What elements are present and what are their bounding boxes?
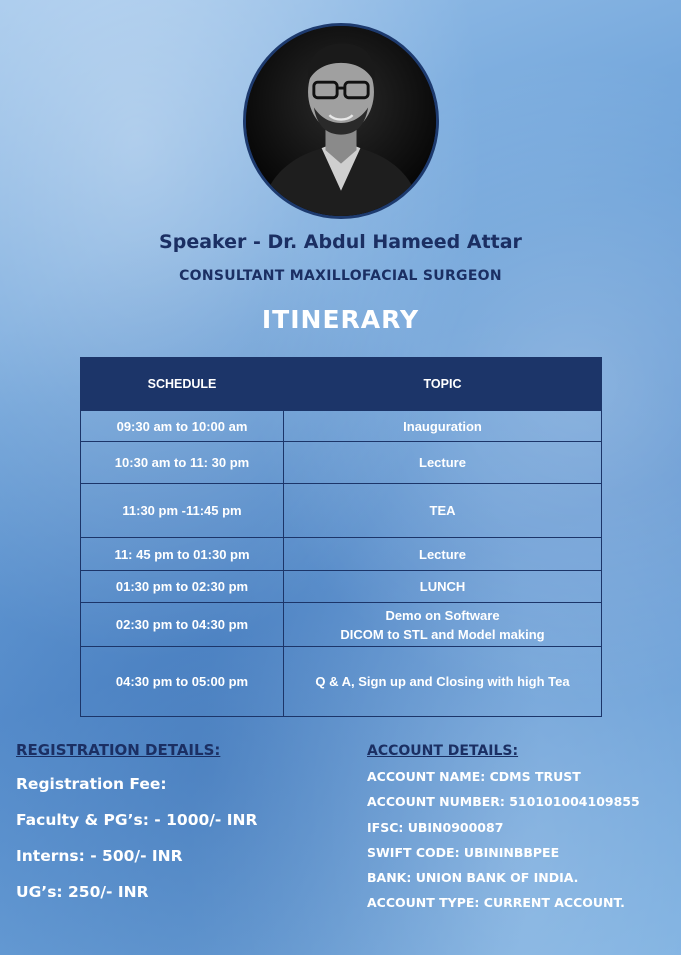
- itinerary-table: [80, 357, 602, 717]
- row-time: 11: 45 pm to 01:30 pm: [81, 538, 284, 571]
- table-row: [81, 411, 602, 442]
- account-title: ACCOUNT DETAILS:: [367, 743, 519, 759]
- header-schedule: SCHEDULE: [81, 358, 284, 411]
- row-topic: Q & A, Sign up and Closing with high Tea: [284, 647, 602, 717]
- row-time: 01:30 pm to 02:30 pm: [81, 571, 284, 603]
- row-time: 10:30 am to 11: 30 pm: [81, 442, 284, 484]
- row-topic: LUNCH: [284, 571, 602, 603]
- registration-title: REGISTRATION DETAILS:: [16, 741, 221, 759]
- account-swift: SWIFT CODE: UBININBBPEE: [367, 845, 560, 860]
- header-topic: TOPIC: [284, 358, 602, 411]
- row-topic: Demo on Software DICOM to STL and Model making: [284, 603, 602, 647]
- fee-interns: Interns: - 500/- INR: [16, 847, 183, 865]
- row-topic: Lecture: [284, 442, 602, 484]
- table-row: [81, 571, 602, 603]
- row-time: 11:30 pm -11:45 pm: [81, 484, 284, 538]
- speaker-portrait-icon: [246, 26, 436, 216]
- table-header-row: [81, 358, 602, 411]
- speaker-designation: CONSULTANT MAXILLOFACIAL SURGEON: [179, 268, 502, 284]
- account-number: ACCOUNT NUMBER: 510101004109855: [367, 794, 640, 809]
- registration-fee-label: Registration Fee:: [16, 775, 167, 793]
- speaker-photo: [243, 23, 439, 219]
- account-type: ACCOUNT TYPE: CURRENT ACCOUNT.: [367, 895, 625, 910]
- table-row: [81, 603, 602, 647]
- table-row: [81, 442, 602, 484]
- row-time: 09:30 am to 10:00 am: [81, 411, 284, 442]
- row-time: 04:30 pm to 05:00 pm: [81, 647, 284, 717]
- row-topic: Inauguration: [284, 411, 602, 442]
- table-row: [81, 538, 602, 571]
- table-row: [81, 647, 602, 717]
- fee-ug: UG’s: 250/- INR: [16, 883, 149, 901]
- section-title: ITINERARY: [261, 305, 420, 334]
- row-topic: TEA: [284, 484, 602, 538]
- account-ifsc: IFSC: UBIN0900087: [367, 820, 504, 835]
- table-row: [81, 484, 602, 538]
- row-time: 02:30 pm to 04:30 pm: [81, 603, 284, 647]
- fee-faculty: Faculty & PG’s: - 1000/- INR: [16, 811, 258, 829]
- speaker-name: Speaker - Dr. Abdul Hameed Attar: [159, 231, 522, 253]
- account-bank: BANK: UNION BANK OF INDIA.: [367, 870, 579, 885]
- row-topic: Lecture: [284, 538, 602, 571]
- account-name: ACCOUNT NAME: CDMS TRUST: [367, 769, 581, 784]
